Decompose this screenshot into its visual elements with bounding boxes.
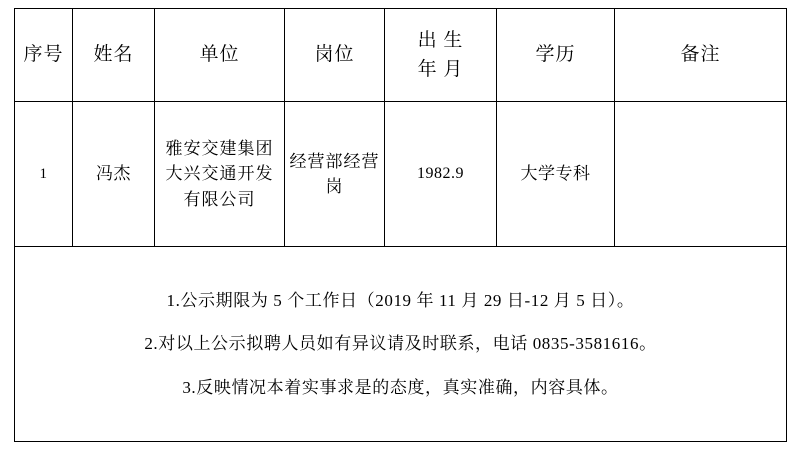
note-line-2: 2.对以上公示拟聘人员如有异议请及时联系，电话 0835-3581616。 [144,334,657,354]
table-row [15,102,787,247]
header-cell-unit: 单位 [155,9,285,102]
table-header-row [15,9,787,102]
notes-row [15,247,787,442]
cell-seq: 1 [15,102,73,247]
note-line-3: 3.反映情况本着实事求是的态度，真实准确，内容具体。 [182,377,619,397]
header-cell-birth-line1: 出 生 [417,29,464,51]
header-cell-birth-line2: 年 月 [417,59,464,80]
cell-education: 大学专科 [497,102,615,247]
cell-remark [615,102,787,247]
header-cell-seq: 序号 [15,9,73,102]
cell-post: 经营部经营岗 [285,102,385,247]
cell-unit: 雅安交建集团大兴交通开发有限公司 [155,102,285,247]
header-cell-birth [385,9,497,102]
cell-birth: 1982.9 [385,102,497,247]
header-cell-name: 姓名 [73,9,155,102]
notes-block [15,247,787,442]
public-notice-table [14,8,787,442]
cell-name: 冯杰 [73,102,155,247]
header-cell-remark: 备注 [615,9,787,102]
header-cell-education: 学历 [497,9,615,102]
note-line-1: 1.公示期限为 5 个工作日（2019 年 11 月 29 日-12 月 5 日）。 [166,291,635,311]
header-cell-post: 岗位 [285,9,385,102]
